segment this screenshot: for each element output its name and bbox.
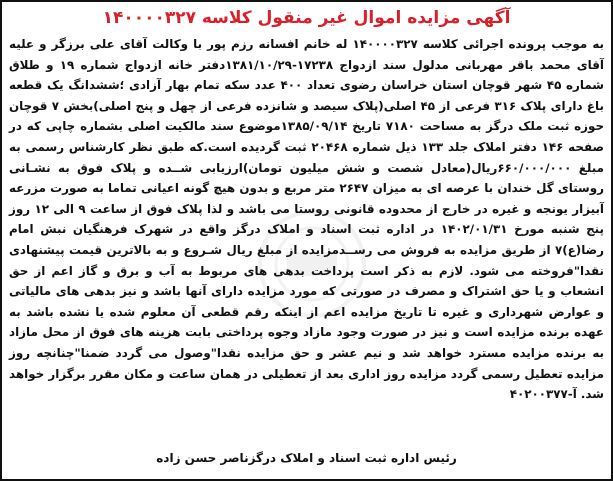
notice-title: آگهی مزایده اموال غیر منقول کلاسه ۱۴۰۰۰۰۳۲۷ <box>102 8 511 28</box>
notice-body: به موجب پرونده اجرائی کلاسه ۱۴۰۰۰۰۳۲۷ له خانم افسانه رزم پور با وکالت آقای علی برزگر و علیه آقای محمد باقر مهربانی مدلول سند ازدواج ۱۷۲۳۸-۱۳۸۱/۱۰/۲۹دفتر خانه ازدواج شماره ۱۹ و طلاق شماره ۴۵ شهر قوچان استان خراسان رضوی تعداد ۴۰۰ عدد سکه تمام بهار آزادی ؛ششدانگ یک قطعه باغ دارای پلاک ۳۱۶ فرعی از ۴۵ اصلی(پلاک سیصد و شانزده فرعی از چهل و پنج اصلی)بخش ۷ قوچان حوزه ثبت ملک درگز به مساحت ۷۱۸۰ تاریخ ۱۳۸۵/۰۹/۱۴موضوع سند مالکیت اصلی بشماره چاپی که در صفحه ۱۴۶ دفتر املاک جلد ۱۳۳ ذیل شماره ۲۰۴۶۸ ثبت گردیده است.که طبق نظر کارشناس رسمی به مبلغ ۶۶۰/۰۰۰/۰۰۰ریال(معادل شصت و شش میلیون تومان)ارزیابی شــده و پلاک فوق به نشـانی روستای گل خندان با عرصه ای به میزان ۲۶۴۷ متر مربع و بدون هیچ گونه اعیانی تماما به صورت مزرعه آبیزار یونجه و غیره در خارج از محدوده قانونی روستا می باشد و لذا پلاک فوق از ساعت ۹ الی ۱۲ روز پنج شنبه مورخ ۱۴۰۲/۰۱/۳۱ در اداره ثبت اسناد و املاک درگز واقع در شهرک فرهنگیان نبش امام رضا(ع)۷ از طریق مزایده به فروش می رســدمزایده از مبلغ ریال شـروع و به بالاترین قیمت پیشنهادی نقدا"فروخته می شود. لازم به ذکر است پرداخت بدهی های مربوط به آب و برق و گاز اعم از حق انشعاب و یا حق اشتراک و مصرف در صورتی که مورد مزایده دارای آنها باشد و نیز بدهی های مالیاتی و عوارض شهرداری و غیره تا تاریخ مزایده اعم از اینکه رقم قطعی آن معلوم شده یا نشده باشد به عهده برنده مزایده است و نیز در صورت وجود مازاد وجوه پرداختی بابت هزینه های فوق از محل مازاد به برنده مزایده مسترد خواهد شد و نیم عشر و حق مزایده نقدا"وصول می گردد ضمنا"چنانچه روز مزایده تعطیل رسمی گردد مزایده روز اداری بعد از تعطیلی در همان ساعت و مکان مقرر برگزار خواهد شد. آ-۴۰۲۰۰۳۷۷ <box>9 37 605 402</box>
notice-signature: رئیس اداره ثبت اسناد و املاک درگزناصر حسن زاده <box>156 451 457 465</box>
